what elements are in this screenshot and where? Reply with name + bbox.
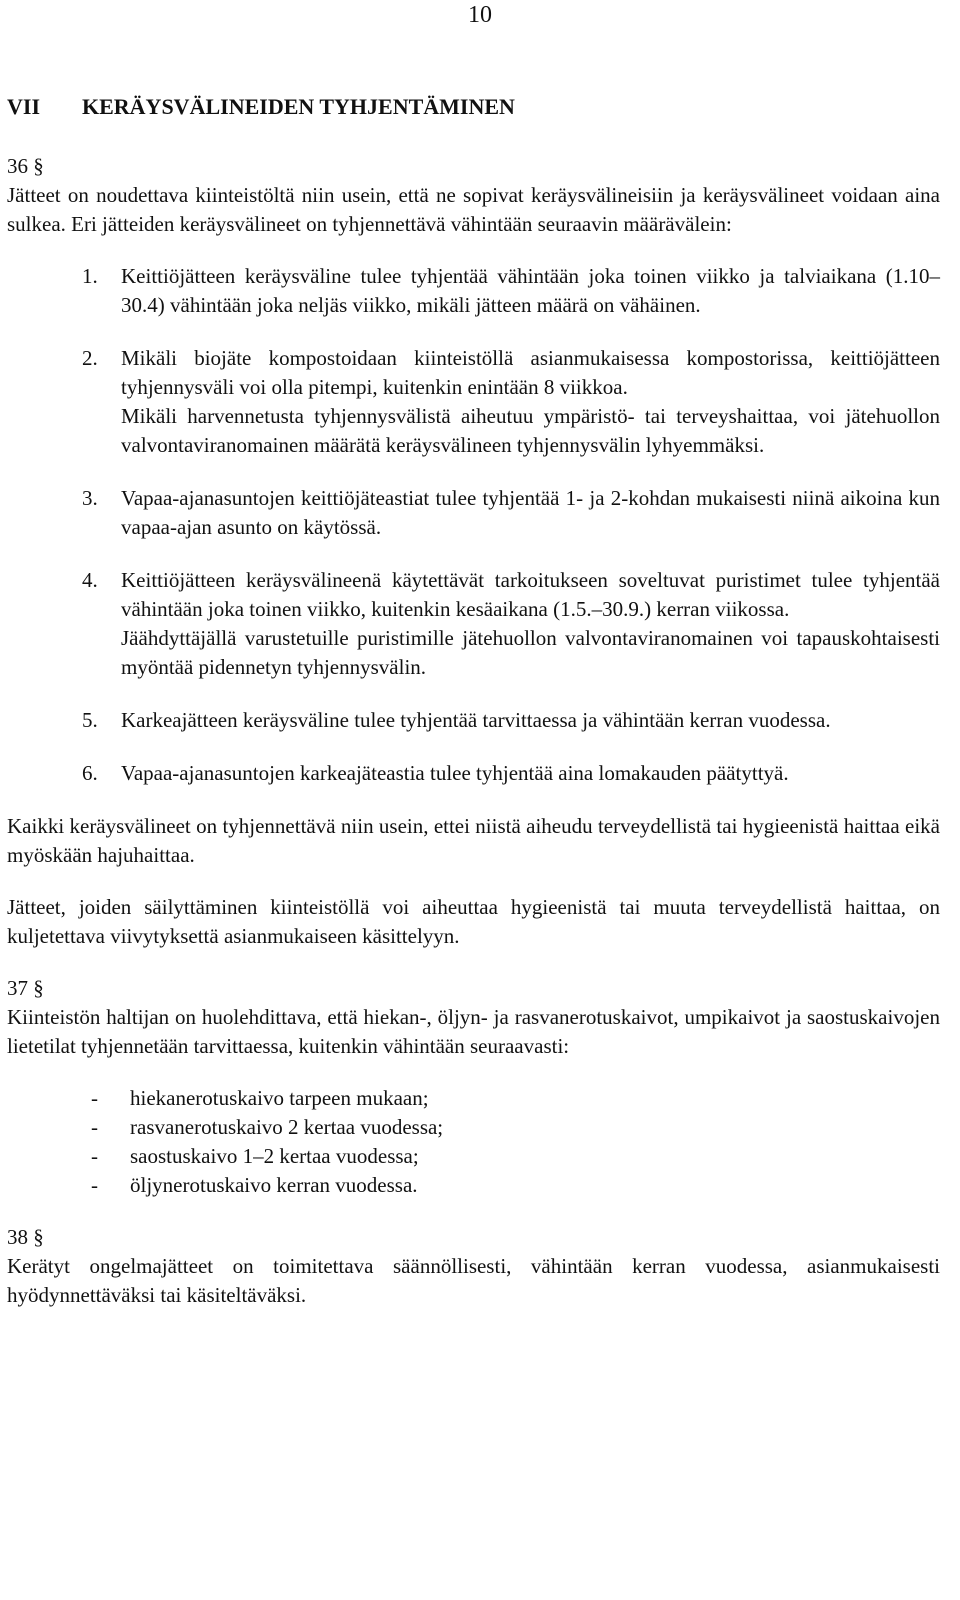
item-text: Mikäli biojäte kompostoidaan kiinteistöllä asianmukaisessa kompostorissa, keittiöjätteen tyhjennysväli voi olla pitempi, kuitenkin enintään 8 viikkoa. — [121, 346, 940, 399]
section-38-text: Kerätyt ongelmajätteet on toimitettava säännöllisesti, vähintään kerran vuodessa, asianmukaisesti hyödynnettäväksi tai käsiteltäväksi. — [7, 1254, 940, 1307]
list-item — [91, 1113, 940, 1142]
document-body — [7, 92, 940, 1310]
section-36-paragraph-2: Jätteet, joiden säilyttäminen kiinteistöllä voi aiheuttaa hygieenistä tai muuta terveydellistä haittaa, on kuljetettava viivytyksettä asianmukaiseen käsittelyyn. — [7, 895, 940, 948]
list-item — [91, 1084, 940, 1113]
list-item-5 — [82, 706, 940, 735]
item-text: Keittiöjätteen keräysvälineenä käytettävät tarkoitukseen soveltuvat puristimet tulee tyhjentää vähintään joka toinen viikko, kuitenkin kesäaikana (1.5.–30.9.) kerran viikossa. — [121, 568, 940, 621]
section-37-heading: 37 § — [7, 976, 44, 1000]
dash-marker: - — [91, 1086, 98, 1110]
item-text: Karkeajätteen keräysväline tulee tyhjentää tarvittaessa ja vähintään kerran vuodessa. — [121, 708, 831, 732]
section-36-paragraph-1: Kaikki keräysvälineet on tyhjennettävä niin usein, ettei niistä aiheudu terveydellistä tai hygieenistä haittaa eikä myöskään hajuhaittaa. — [7, 814, 940, 867]
chapter-number: VII — [7, 94, 41, 119]
item-number: 4. — [82, 568, 98, 592]
dash-marker: - — [91, 1115, 98, 1139]
chapter-heading — [7, 92, 940, 122]
page-number: 10 — [468, 2, 492, 28]
item-number: 6. — [82, 761, 98, 785]
dash-marker: - — [91, 1144, 98, 1168]
list-item — [91, 1171, 940, 1200]
list-item-6 — [82, 759, 940, 788]
section-37-intro: Kiinteistön haltijan on huolehdittava, että hiekan-, öljyn- ja rasvanerotuskaivot, umpikaivot ja saostuskaivojen lietetilat tyhjennetään tarvittaessa, kuitenkin vähintään seuraavasti: — [7, 1005, 940, 1058]
chapter-title: KERÄYSVÄLINEIDEN TYHJENTÄMINEN — [82, 94, 515, 119]
section-38-heading: 38 § — [7, 1225, 44, 1249]
item-number: 1. — [82, 264, 98, 288]
item-number: 2. — [82, 346, 98, 370]
list-item-text: hiekanerotuskaivo tarpeen mukaan; — [130, 1086, 429, 1110]
list-item — [91, 1142, 940, 1171]
item-text: Keittiöjätteen keräysväline tulee tyhjentää vähintään joka toinen viikko ja talviaikana (1.10–30.4) vähintään joka neljäs viikko, mikäli jätteen määrä on vähäinen. — [121, 264, 940, 317]
item-text: Vapaa-ajanasuntojen karkeajäteastia tulee tyhjentää aina lomakauden päätyttyä. — [121, 761, 789, 785]
list-item-text: saostuskaivo 1–2 kertaa vuodessa; — [130, 1144, 419, 1168]
list-item-3 — [82, 484, 940, 542]
item-extra-text: Mikäli harvennetusta tyhjennysvälistä aiheutuu ympäristö- tai terveyshaittaa, voi jätehuollon valvontaviranomainen määrätä keräysvälineen tyhjennysvälin lyhyemmäksi. — [121, 404, 940, 457]
item-text: Vapaa-ajanasuntojen keittiöjäteastiat tulee tyhjentää 1- ja 2-kohdan mukaisesti niinä aikoina kun vapaa-ajan asunto on käytössä. — [121, 486, 940, 539]
list-item-text: rasvanerotuskaivo 2 kertaa vuodessa; — [130, 1115, 444, 1139]
list-item-2 — [82, 344, 940, 460]
section-37-list — [91, 1084, 940, 1200]
dash-marker: - — [91, 1173, 98, 1197]
section-36-items — [82, 262, 940, 788]
section-36-heading: 36 § — [7, 154, 44, 178]
item-number: 5. — [82, 708, 98, 732]
section-36-intro: Jätteet on noudettava kiinteistöltä niin usein, että ne sopivat keräysvälineisiin ja keräysvälineet voidaan aina sulkea. Eri jätteiden keräysvälineet on tyhjennettävä vähintään seuraavin määrävälein: — [7, 183, 940, 236]
list-item-4 — [82, 566, 940, 682]
item-number: 3. — [82, 486, 98, 510]
list-item-1 — [82, 262, 940, 320]
list-item-text: öljynerotuskaivo kerran vuodessa. — [130, 1173, 418, 1197]
item-extra-text: Jäähdyttäjällä varustetuille puristimille jätehuollon valvontaviranomainen voi tapauskohtaisesti myöntää pidennetyn tyhjennysvälin. — [121, 626, 940, 679]
